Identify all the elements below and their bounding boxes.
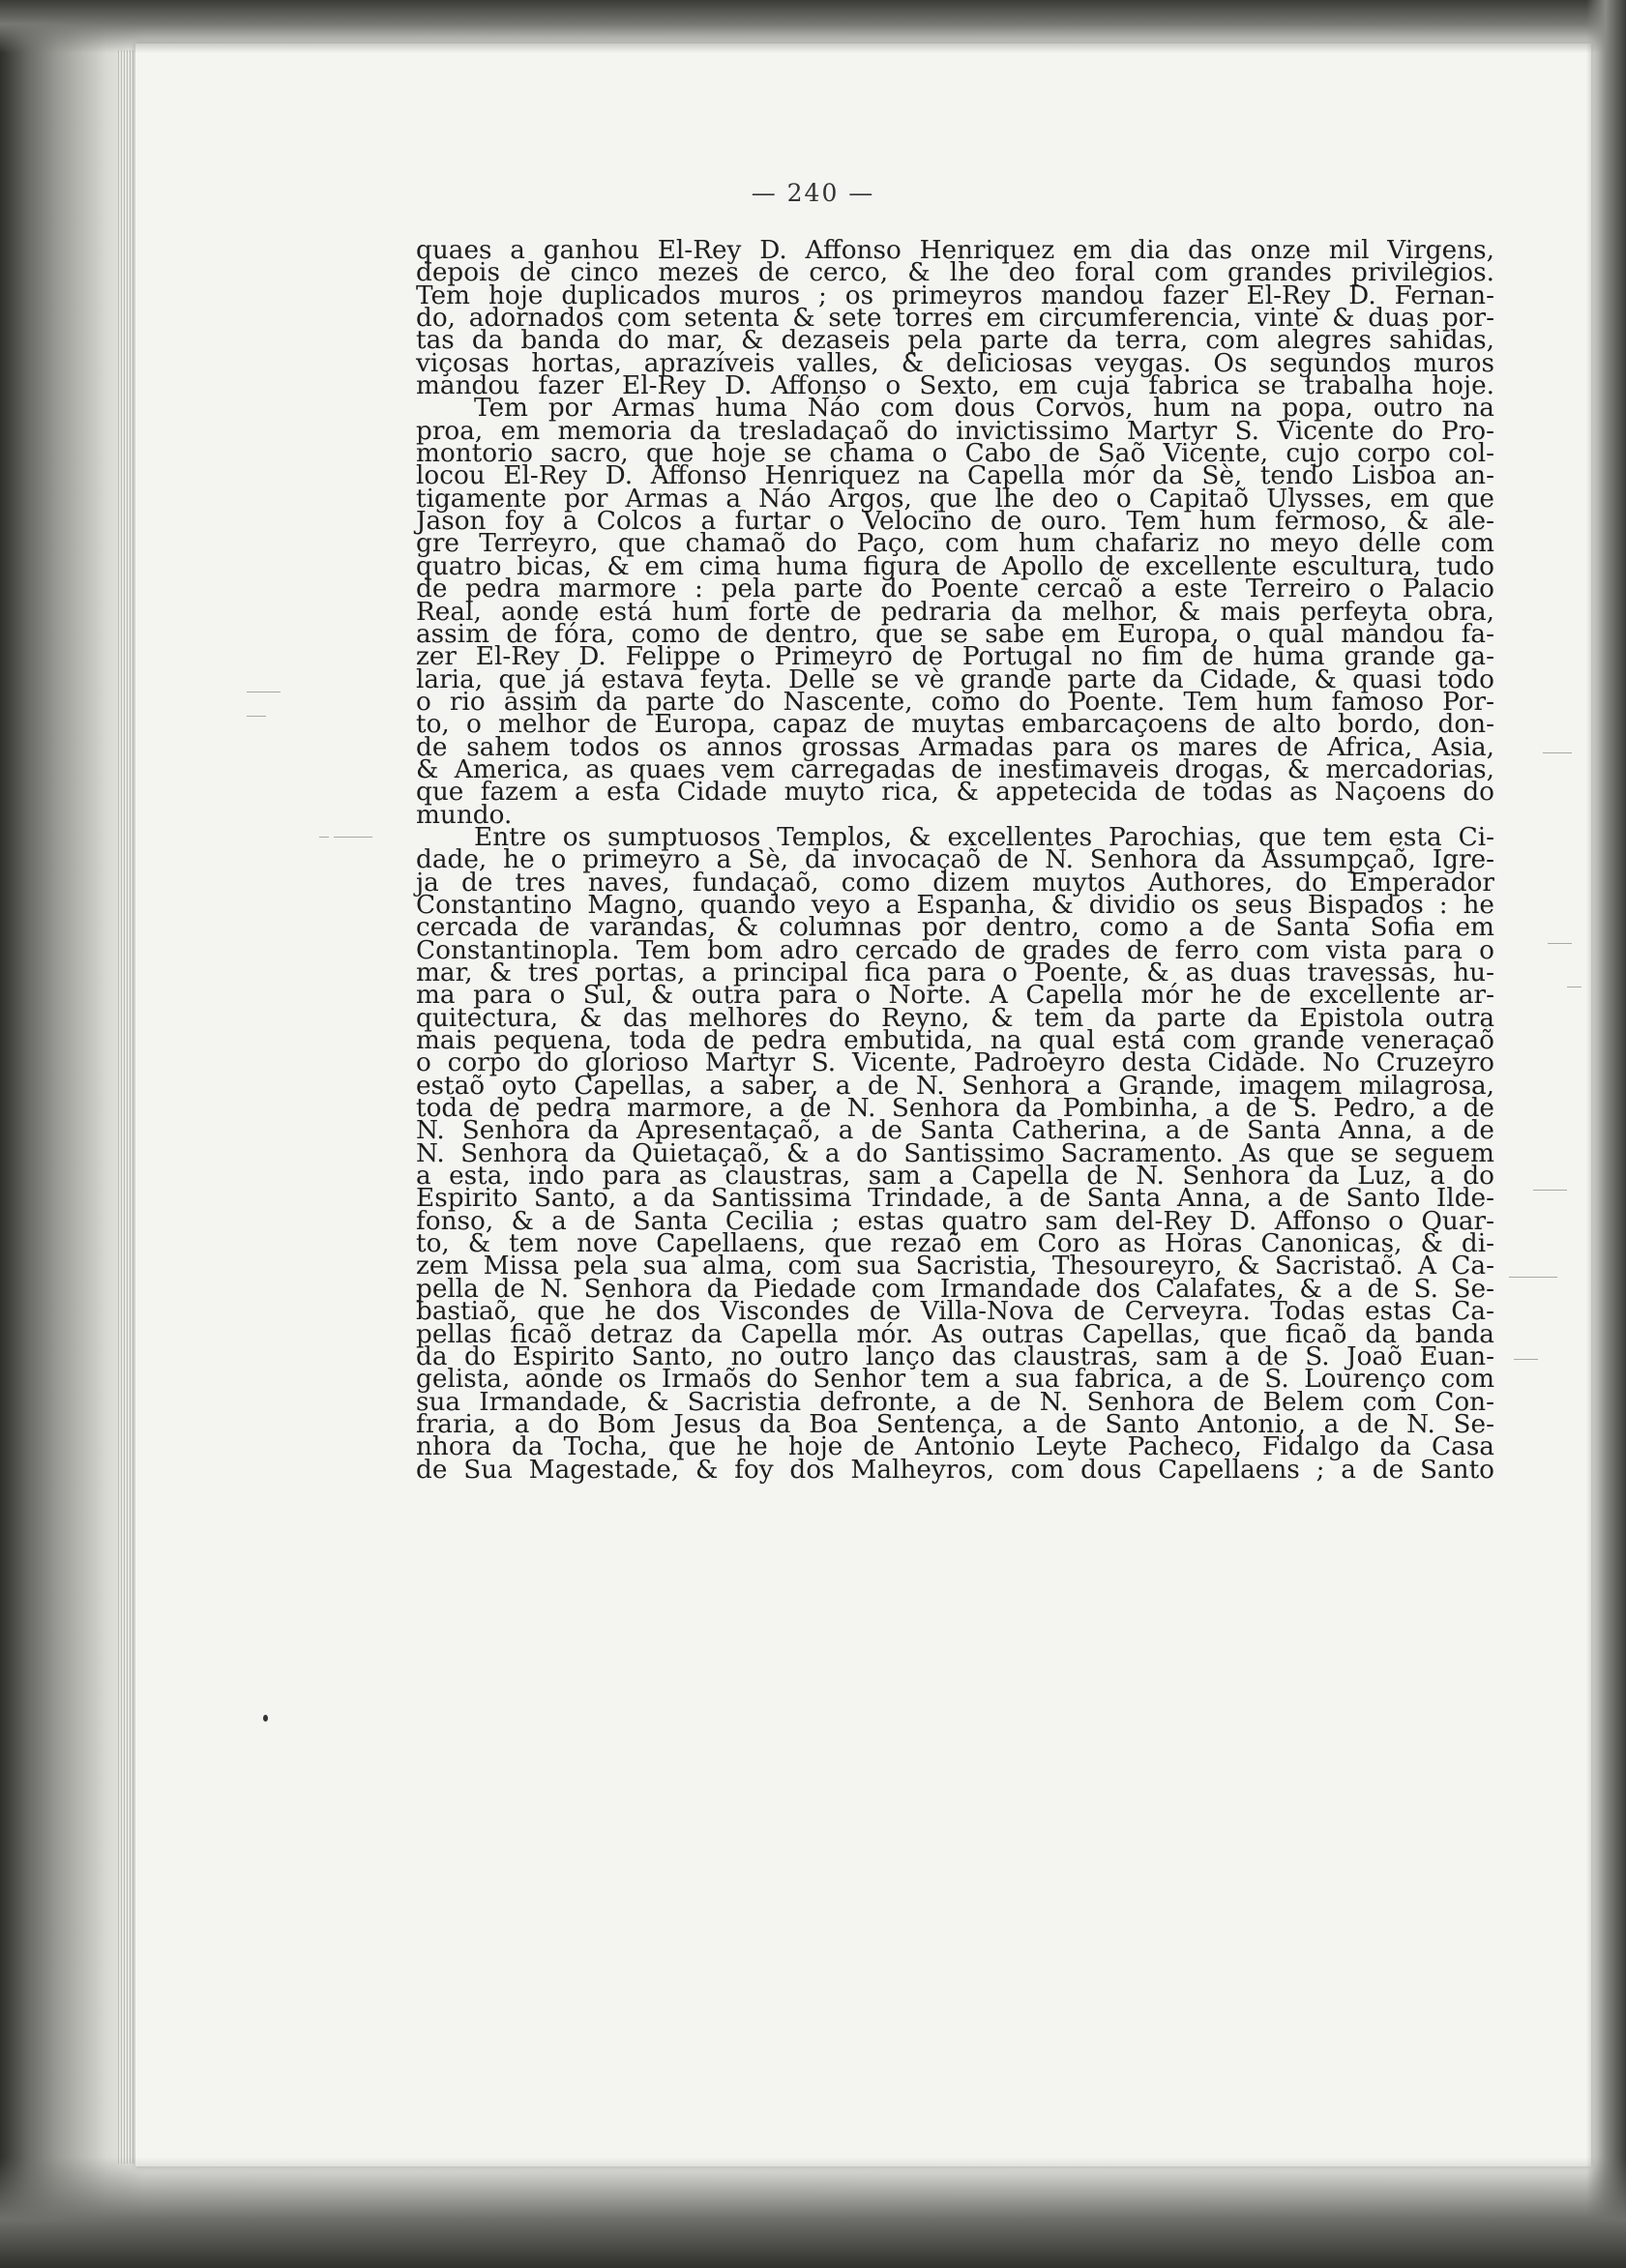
text-line: Tem por Armas huma Náo com dous Corvos, hum na popa, outro na — [474, 394, 1494, 424]
text-line: quaes a ganhou El-Rey D. Affonso Henriquez em dia das onze mil Virgens, — [416, 236, 1494, 265]
text-line: proa, em memoria da tresladaçaõ do invictissimo Martyr S. Vicente do Pro- — [416, 416, 1494, 446]
text-line: Jason foy a Colcos a furtar o Velocino de ouro. Tem hum fermoso, & ale- — [416, 507, 1494, 537]
right-shadow — [1586, 0, 1626, 2268]
text-line: toda de pedra marmore, a de N. Senhora da Pombinha, a de S. Pedro, a de — [416, 1094, 1494, 1124]
text-line: bastiaõ, que he dos Viscondes de Villa-Nova de Cerveyra. Todas estas Ca- — [416, 1297, 1494, 1327]
margin-mark — [319, 837, 329, 838]
page-edges — [118, 50, 137, 2164]
text-line: mar, & tres portas, a principal fica para o Poente, & as duas travessas, hu- — [416, 958, 1494, 987]
text-line: assim de fóra, como de dentro, que se sabe em Europa, o qual mandou fa- — [416, 619, 1494, 649]
text-line: do, adornados com setenta & sete torres em circumferencia, vinte & duas por- — [416, 304, 1494, 334]
text-line: gre Terreyro, que chamaõ do Paço, com hum chafariz no meyo delle com — [416, 529, 1494, 559]
margin-mark — [1514, 1359, 1538, 1360]
text-line: depois de cinco mezes de cerco, & lhe deo foral com grandes privilegios. — [416, 258, 1494, 288]
text-line: locou El-Rey D. Affonso Henriquez na Capella mór da Sè, tendo Lisboa an- — [416, 461, 1494, 491]
text-line: que fazem a esta Cidade muyto rica, & appetecida de todas as Naçoens do — [416, 778, 1494, 808]
text-line: fonso, & a de Santa Cecilia ; estas quatro sam del-Rey D. Affonso o Quar- — [416, 1206, 1494, 1236]
text-line: quitectura, & das melhores do Reyno, & tem da parte da Epistola outra — [416, 1003, 1494, 1033]
text-line: a esta, indo para as claustras, sam a Capella de N. Senhora da Luz, a do — [416, 1162, 1494, 1192]
text-line: de sahem todos os annos grossas Armadas para os mares de Africa, Asia, — [416, 732, 1494, 762]
margin-mark — [1533, 1190, 1567, 1191]
margin-mark — [247, 716, 266, 717]
margin-mark — [1543, 752, 1572, 753]
text-line: zer El-Rey D. Felippe o Primeyro de Portugal no fim de huma grande ga- — [416, 642, 1494, 672]
text-line: mandou fazer El-Rey D. Affonso o Sexto, em cuja fabrica se trabalha hoje. — [416, 371, 1494, 401]
text-line: Entre os sumptuosos Templos, & excellentes Parochias, que tem esta Ci- — [474, 822, 1494, 852]
text-line: zem Missa pela sua alma, com sua Sacristia, Thesoureyro, & Sacristaõ. A Ca- — [416, 1252, 1494, 1281]
bottom-shadow — [0, 2157, 1626, 2268]
text-line: Constantino Magno, quando veyo a Espanha, & dividio os seus Bispados : he — [416, 890, 1494, 920]
text-line: da do Espirito Santo, no outro lanço das claustras, sam a de S. Joaõ Euan- — [416, 1341, 1494, 1371]
text-line: Real, aonde está hum forte de pedraria da melhor, & mais perfeyta obra, — [416, 597, 1494, 627]
text-line: sua Irmandade, & Sacristia defronte, a de N. Senhora de Belem com Con- — [416, 1387, 1494, 1417]
text-line: Constantinopla. Tem bom adro cercado de grades de ferro com vista para o — [416, 935, 1494, 965]
text-line: laria, que já estava feyta. Delle se vè grande parte da Cidade, & quasi todo — [416, 664, 1494, 694]
text-line: de pedra marmore : pela parte do Poente cercaõ a este Terreiro o Palacio — [416, 574, 1494, 604]
margin-mark — [1548, 943, 1572, 944]
text-line: & America, as quaes vem carregadas de inestimaveis drogas, & mercadorias, — [416, 754, 1494, 784]
text-line: quatro bicas, & em cima huma figura de Apollo de excellente escultura, tudo — [416, 551, 1494, 581]
text-line: tigamente por Armas a Náo Argos, que lhe deo o Capitaõ Ulysses, em que — [416, 484, 1494, 514]
text-line: nhora da Tocha, que he hoje de Antonio Leyte Pacheco, Fidalgo da Casa — [416, 1432, 1494, 1462]
text-line: tas da banda do mar, & dezaseis pela parte da terra, com alegres sahidas, — [416, 326, 1494, 356]
text-line: dade, he o primeyro a Sè, da invocaçaõ de N. Senhora da Assumpçaõ, Igre- — [416, 845, 1494, 875]
body-text — [416, 236, 1494, 1485]
text-line: gelista, aonde os Irmaõs do Senhor tem a sua fabrica, a de S. Lourenço com — [416, 1365, 1494, 1395]
text-line: pellas ficaõ detraz da Capella mór. As outras Capellas, que ficaõ da banda — [416, 1319, 1494, 1349]
text-line: ja de tres naves, fundaçaõ, como dizem muytos Authores, do Emperador — [416, 868, 1494, 898]
text-line: fraria, a do Bom Jesus da Boa Sentença, a de Santo Antonio, a de N. Se- — [416, 1409, 1494, 1439]
text-line: Tem hoje duplicados muros ; os primeyros mandou fazer El-Rey D. Fernan- — [416, 280, 1494, 310]
text-line: N. Senhora da Quietaçaõ, & a do Santissimo Sacramento. As que se seguem — [416, 1138, 1494, 1168]
text-line: o rio assim da parte do Nascente, como do Poente. Tem hum famoso Por- — [416, 687, 1494, 717]
text-line: viçosas hortas, aprazíveis valles, & deliciosas veygas. Os segundos muros — [416, 348, 1494, 378]
text-line: to, o melhor de Europa, capaz de muytas embarcaçoens de alto bordo, don- — [416, 710, 1494, 740]
text-line: Espirito Santo, a da Santissima Trindade, a de Santa Anna, a de Santo Ilde- — [416, 1184, 1494, 1214]
text-line: to, & tem nove Capellaens, que rezaõ em Coro as Horas Canonicas, & di- — [416, 1229, 1494, 1259]
text-line: mais pequena, toda de pedra embutida, na qual está com grande veneraçaõ — [416, 1026, 1494, 1056]
text-line: cercada de varandas, & columnas por dentro, como a de Santa Sofia em — [416, 913, 1494, 943]
text-line: de Sua Magestade, & foy dos Malheyros, com dous Capellaens ; a de Santo — [416, 1455, 1494, 1485]
margin-mark — [1509, 1277, 1557, 1278]
text-line: o corpo do glorioso Martyr S. Vicente, Padroeyro desta Cidade. No Cruzeyro — [416, 1048, 1494, 1078]
text-line: mundo. — [416, 800, 513, 830]
text-line: ma para o Sul, & outra para o Norte. A Capella mór he de excellente ar- — [416, 981, 1494, 1011]
text-line: pella de N. Senhora da Piedade com Irmandade dos Calafates, & a de S. Se- — [416, 1274, 1494, 1304]
page-number: — 240 — — [751, 179, 875, 207]
margin-mark — [334, 837, 372, 838]
text-line: estaõ oyto Capellas, a saber, a de N. Senhora a Grande, imagem milagrosa, — [416, 1071, 1494, 1101]
top-shadow — [0, 0, 1626, 53]
text-line: montorio sacro, que hoje se chama o Cabo de Saõ Vicente, cujo corpo col- — [416, 439, 1494, 469]
text-line: N. Senhora da Apresentaçaõ, a de Santa Catherina, a de Santa Anna, a de — [416, 1116, 1494, 1146]
ink-dot — [263, 1715, 268, 1722]
